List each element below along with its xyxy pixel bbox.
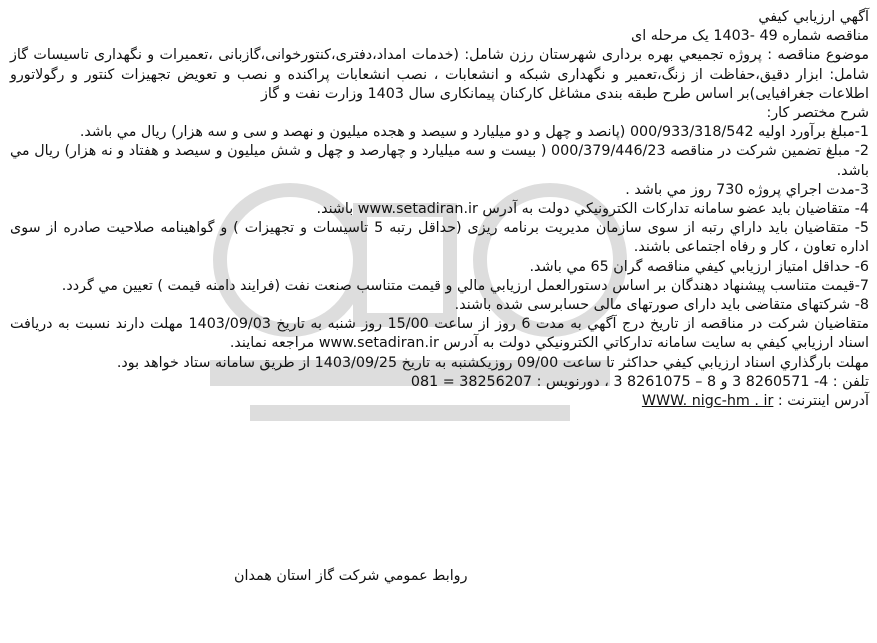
list-item: 8- شرکتهای متقاضی باید دارای صورتهای مالی حسابرسی شده باشند. [454, 297, 869, 314]
tender-subject: موضوع مناقصه : پروژه تجميعي بهره برداری شهرستان رزن شامل: (خدمات امداد،دفتری،کنتورخوانی،گازبانی ،تعمیرات و نگهداری تاسیسات گاز شامل: ابزار دقیق،حفاظت از زنگ،تعمیر و نگهداری شبکه و انشعابات ، نصب انشعابات پراکنده و نصب و تعویض تجهیزات کنتور و رگولاتورو اطلاعات جغرافیایی)بر اساس طرح طبقه بندی مشاغل کارکنان پیمانکاری سال 1403 وزارت نفت و گاز [10, 47, 869, 102]
phone-line: تلفن : 4- 8260571 3 و 8 – 8261075 3 ، دورنويس : 38256207 = 081 [410, 373, 869, 390]
list-item: 1-مبلغ برآورد اوليه 000/933/318/542 (پانصد و چهل و دو میلیارد و سیصد و هجده میلیون و نهصد و سی و سه هزار) ريال مي باشد. [79, 124, 869, 141]
list-item: 3-مدت اجراي پروژه 730 روز مي باشد . [625, 181, 869, 198]
upload-paragraph: مهلت بارگذاري اسناد ارزيابي كيفي حداكثر تا ساعت 09/00 روزیکشنبه به تاريخ 1403/09/25 از طريق سامانه ستاد خواهد بود. [116, 354, 869, 371]
tender-number: مناقصه شماره 49 -1403 يک مرحله ای [631, 28, 869, 45]
list-item: 2- مبلغ تضمين شركت در مناقصه 000/379/446/23 ( بیست و سه میلیارد و چهارصد و چهل و شش میلیون و سیصد و هفتاد و نه هزار) ريال مي باشد. [10, 143, 869, 179]
list-item: 7-قيمت متناسب پيشنهاد دهندگان بر اساس دستورالعمل ارزيابي مالي و قيمت متناسب صنعت نفت (فرايند دامنه قيمت ) تعيين مي گردد. [61, 277, 869, 294]
list-item: 5- متقاضيان بايد داراي رتبه از سوی سازمان مدیریت برنامه ریزی (حداقل رتبه 5 تاسیسات و تجهیزات ) و گواهينامه صلاحيت صادره از سوی اداره تعاون ، کار و رفاه اجتماعی باشند. [10, 220, 869, 256]
website-line [10, 392, 869, 411]
deadline-paragraph: متقاضيان شركت در مناقصه از تاريخ درج آگهي به مدت 6 روز از ساعت 15/00 روز شنبه به تاريخ 1403/09/03 مهلت دارند نسبت به دريافت اسناد ارزيابي كيفي به سايت سامانه تداركاتي الكترونيكي دولت به آدرس www.setadiran.ir مراجعه نمايند. [10, 316, 869, 352]
signature-line: روابط عمومي شركت گاز استان همدان [234, 568, 468, 584]
notice-title: آگهي ارزيابي كيفي [758, 9, 869, 25]
website-link[interactable]: WWW. nigc-hm . ir [641, 393, 774, 410]
summary-heading: شرح مختصر كار: [766, 105, 869, 122]
list-item: 6- حداقل امتياز ارزيابي كيفي مناقصه گران 65 مي باشد. [529, 258, 869, 275]
website-label: آدرس اينترنت : [777, 393, 869, 410]
notice-body [10, 8, 869, 411]
list-item: 4- متقاضيان بايد عضو سامانه تداركات الكترونيكي دولت به آدرس www.setadiran.ir باشند. [316, 201, 869, 218]
